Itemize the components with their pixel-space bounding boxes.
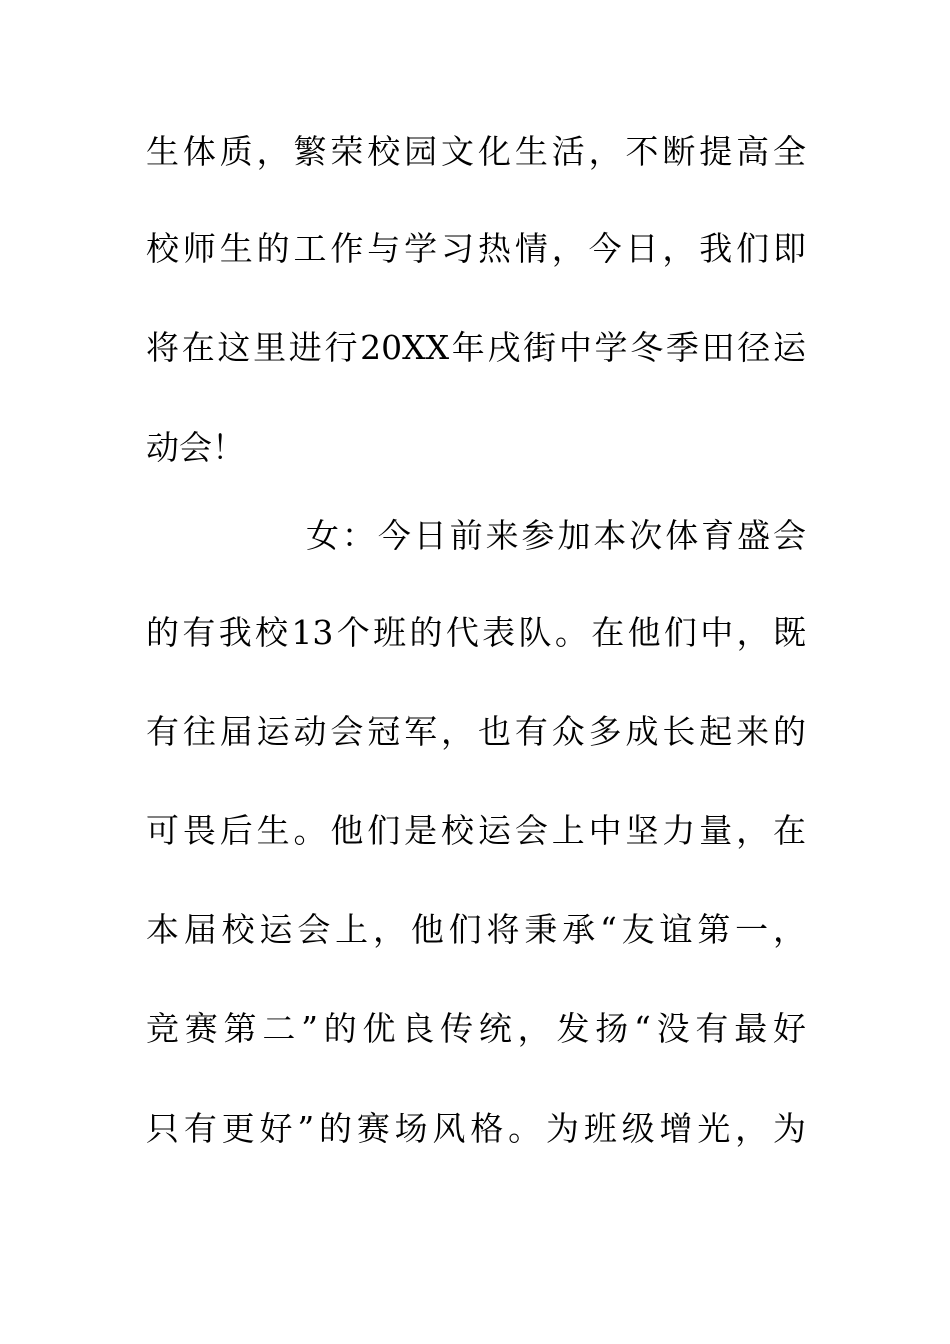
text-line-4: 动会！ xyxy=(146,428,245,467)
text-line-2: 校师生的工作与学习热情，今日，我们即 xyxy=(146,229,806,268)
text-line-7: 有往届运动会冠军，也有众多成长起来的 xyxy=(146,712,806,751)
text-line-6: 的有我校13个班的代表队。在他们中，既 xyxy=(146,613,806,652)
text-line-5-paragraph-start: 女：今日前来参加本次体育盛会 xyxy=(306,516,806,555)
text-line-11: 只有更好”的赛场风格。为班级增光，为 xyxy=(146,1109,806,1148)
text-line-9: 本届校运会上，他们将秉承“友谊第一， xyxy=(146,910,806,949)
text-line-8: 可畏后生。他们是校运会上中坚力量，在 xyxy=(146,811,806,850)
text-line-10: 竞赛第二”的优良传统，发扬“没有最好 xyxy=(146,1009,806,1048)
text-line-3: 将在这里进行20XX年戌街中学冬季田径运 xyxy=(146,328,806,367)
text-line-1: 生体质，繁荣校园文化生活，不断提高全 xyxy=(146,132,806,171)
